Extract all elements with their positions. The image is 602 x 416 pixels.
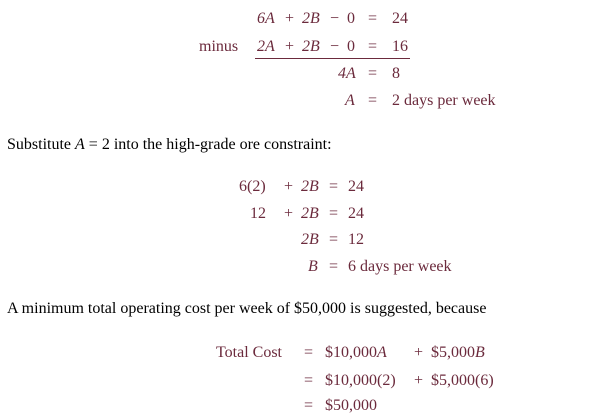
b1-l1-c: 0 <box>347 10 355 27</box>
cost-sentence: A minimum total operating cost per week of $50,000 is suggested, because <box>7 300 487 317</box>
b3-l3-eq: = <box>304 397 314 414</box>
b2-l4-lhs: B <box>308 258 318 275</box>
b1-l2-a: 2A <box>257 38 275 55</box>
b2-l1-a: 6(2) <box>239 178 266 195</box>
b2-l3-eq: = <box>329 231 339 248</box>
b2-l1-eq: = <box>329 178 339 195</box>
b2-l1-op: + <box>284 178 294 195</box>
b1-l3-lhs: 4A <box>338 65 356 82</box>
b1-l4-rhs: 2 days per week <box>392 92 496 109</box>
b2-l4-eq: = <box>329 258 339 275</box>
b1-l1-eq: = <box>368 10 378 27</box>
substitution-sentence: Substitute A = 2 into the high-grade ore constraint: <box>7 136 332 153</box>
b1-l3-rhs: 8 <box>392 65 400 82</box>
b2-l2-a: 12 <box>250 205 266 222</box>
b2-l2-b: 2B <box>301 205 319 222</box>
subtraction-rule <box>255 58 410 59</box>
b1-l1-a: 6A <box>257 10 275 27</box>
b1-l2-b: 2B <box>302 38 320 55</box>
b1-l4-eq: = <box>368 92 378 109</box>
b3-l2-a: $10,000(2) <box>325 372 396 389</box>
b1-l1-op2: − <box>330 10 340 27</box>
b1-l4-lhs: A <box>345 92 355 109</box>
b1-l1-op1: + <box>285 10 295 27</box>
b3-l2-eq: = <box>304 372 314 389</box>
b2-l1-b: 2B <box>301 178 319 195</box>
b2-l3-lhs: 2B <box>301 231 319 248</box>
b2-l1-rhs: 24 <box>348 178 364 195</box>
b1-l1-rhs: 24 <box>392 10 408 27</box>
b1-l1-b: 2B <box>302 10 320 27</box>
b3-l1-label: Total Cost <box>216 344 282 361</box>
b3-l1-op: + <box>414 344 424 361</box>
b3-l1-b: $5,000B <box>431 344 485 361</box>
b1-l2-prefix: minus <box>199 38 239 55</box>
b3-l2-op: + <box>414 372 424 389</box>
b1-l2-eq: = <box>368 38 378 55</box>
b3-l2-b: $5,000(6) <box>431 372 494 389</box>
b2-l2-rhs: 24 <box>348 205 364 222</box>
b2-l2-eq: = <box>329 205 339 222</box>
b3-l1-a: $10,000A <box>325 344 387 361</box>
b1-l2-op2: − <box>330 38 340 55</box>
b2-l2-op: + <box>284 205 294 222</box>
b1-l2-c: 0 <box>347 38 355 55</box>
b1-l3-eq: = <box>368 65 378 82</box>
b1-l2-op1: + <box>285 38 295 55</box>
b2-l4-rhs: 6 days per week <box>348 258 452 275</box>
b3-l3-rhs: $50,000 <box>325 397 377 414</box>
b1-l2-rhs: 16 <box>392 38 408 55</box>
b3-l1-eq: = <box>304 344 314 361</box>
b2-l3-rhs: 12 <box>348 231 364 248</box>
